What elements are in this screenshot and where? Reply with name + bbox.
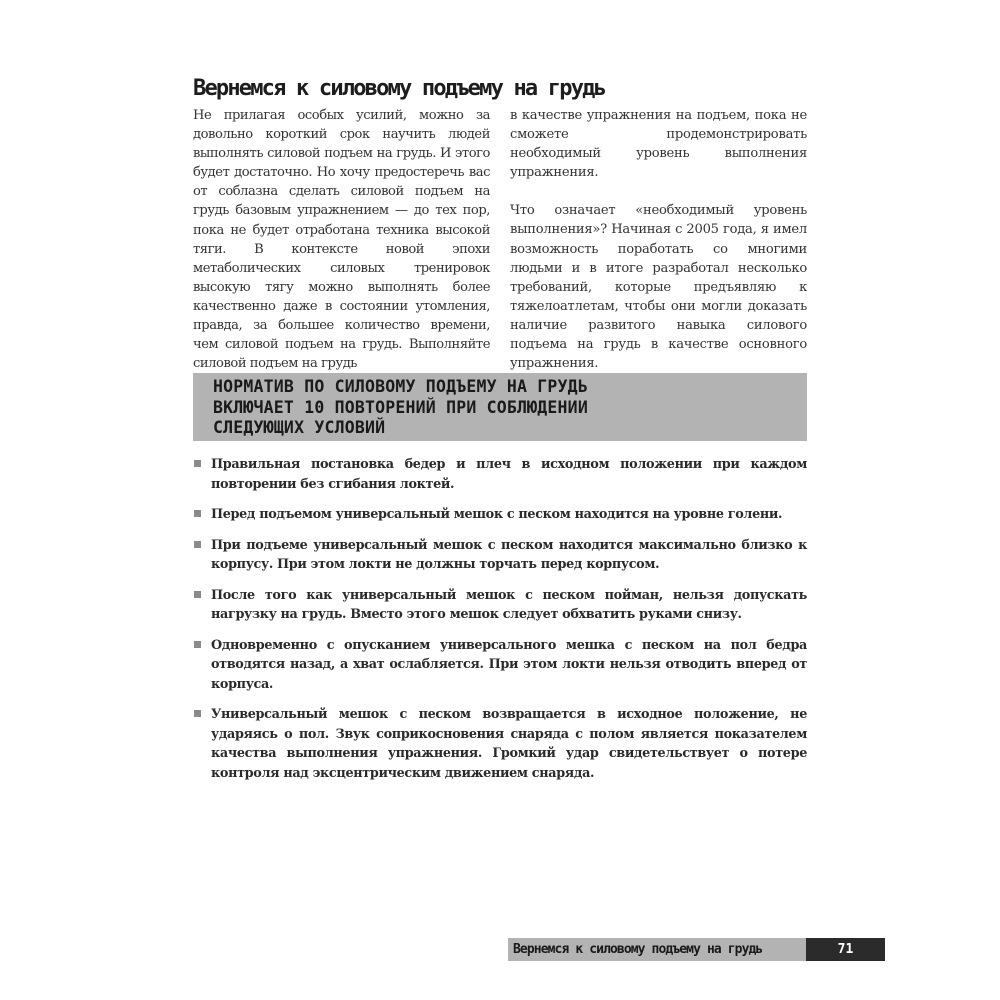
list-item-text: Перед подъемом универсальный мешок с песком находится на уровне голени.: [211, 507, 783, 522]
page-number: 71: [806, 938, 885, 961]
square-bullet-icon: [194, 591, 201, 598]
paragraph: в качестве упражнения на подъем, пока не сможете продемонстрировать необходимый уровень выполнения упражнения.: [510, 108, 807, 181]
page-footer: [508, 938, 885, 961]
list-item: [193, 586, 807, 625]
list-item-text: Правильная постановка бедер и плеч в исходном положении при каждом повторении без сгибания локтей.: [211, 457, 807, 492]
list-item: [193, 455, 807, 494]
requirements-list: [193, 455, 807, 794]
list-item: [193, 636, 807, 695]
standard-banner: [193, 373, 807, 441]
banner-line: СЛЕДУЮЩИХ УСЛОВИЙ: [213, 418, 386, 437]
paragraph: Что означает «необходимый уровень выполнения»? Начиная с 2005 года, я имел возможность поработать со многими людьми и в итоге разработал несколько требований, которые предъявляю к тяжелоатлетам, чтобы они могли доказать наличие развитого навыка силового подъема на грудь в качестве основного упражнения.: [510, 203, 807, 372]
square-bullet-icon: [194, 541, 201, 548]
right-column: [510, 106, 807, 373]
list-item: [193, 705, 807, 783]
square-bullet-icon: [194, 641, 201, 648]
section-heading: Вернемся к силовому подъему на грудь: [193, 76, 606, 101]
square-bullet-icon: [194, 710, 201, 717]
list-item-text: При подъеме универсальный мешок с песком находится максимально близко к корпусу. При этом локти не должны торчать перед корпусом.: [211, 537, 807, 572]
paragraph: Не прилагая особых усилий, можно за довольно короткий срок научить людей выполнять силовой подъем на грудь. И этого будет достаточно. Но хочу предостеречь вас от соблазна сделать силовой подъем на грудь базовым упражнением — до тех пор, пока не будет отработана техника высокой тяги. В контексте новой эпохи метаболических силовых тренировок высокую тягу можно выполнять более качественно даже в состоянии утомления, правда, за большее количество времени, чем силовой подъем на грудь. Выполняйте силовой подъем на грудь: [193, 108, 490, 372]
square-bullet-icon: [194, 510, 201, 517]
square-bullet-icon: [194, 460, 201, 467]
list-item: [193, 536, 807, 575]
banner-line: НОРМАТИВ ПО СИЛОВОМУ ПОДЪЕМУ НА ГРУДЬ: [213, 377, 588, 396]
running-title: Вернемся к силовому подъему на грудь: [508, 938, 806, 961]
list-item-text: После того как универсальный мешок с песком пойман, нельзя допускать нагрузку на грудь. Вместо этого мешок следует обхватить руками снизу.: [211, 587, 807, 622]
list-item-text: Универсальный мешок с песком возвращается в исходное положение, не ударяясь о пол. Звук соприкосновения снаряда с полом является показателем качества выполнения упражнения. Громкий удар свидетельствует о потере контроля над эксцентрическим движением снаряда.: [211, 707, 807, 781]
left-column: [193, 106, 490, 373]
banner-line: ВКЛЮЧАЕТ 10 ПОВТОРЕНИЙ ПРИ СОБЛЮДЕНИИ: [213, 397, 588, 417]
list-item-text: Одновременно с опусканием универсального мешка с песком на пол бедра отводятся назад, а хват ослабляется. При этом локти нельзя отводить вперед от корпуса.: [211, 637, 807, 692]
body-columns: [193, 106, 807, 373]
list-item: [193, 505, 807, 525]
